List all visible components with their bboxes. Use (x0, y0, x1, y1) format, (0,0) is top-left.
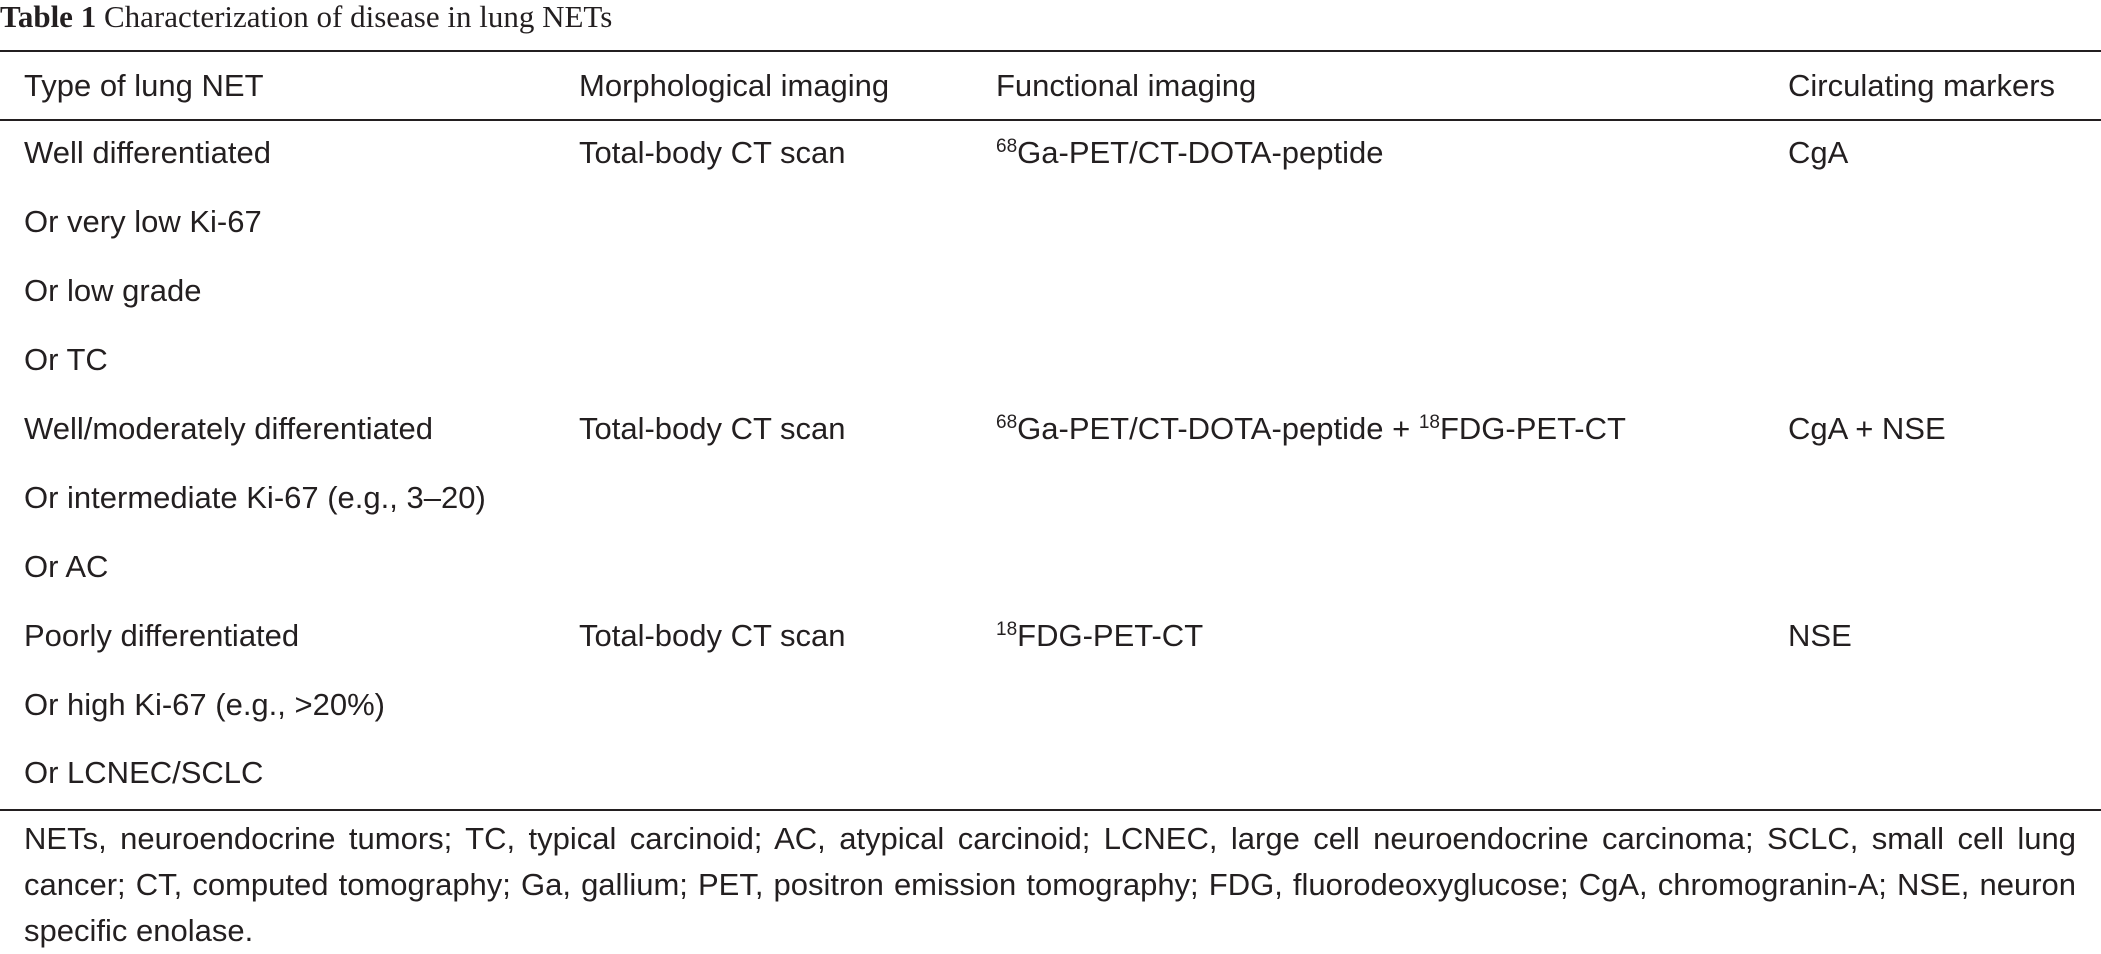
table-row (0, 188, 2101, 257)
table-row (0, 463, 2101, 532)
cell-type: Or very low Ki-67 (24, 204, 262, 240)
cell-markers (1788, 257, 2101, 326)
cell-markers (1788, 670, 2101, 739)
table-caption (0, 0, 612, 40)
column-header-functional: Functional imaging (996, 67, 1257, 103)
cell-morphological (579, 326, 996, 395)
column-header-markers: Circulating markers (1788, 67, 2056, 103)
table-bottom-rule (0, 809, 2101, 811)
cell-functional (996, 463, 1788, 532)
cell-type: Well differentiated (24, 135, 272, 171)
functional-imaging-text: Ga-PET/CT-DOTA-peptide + (1017, 411, 1419, 446)
cell-functional (996, 532, 1788, 601)
table-row (0, 395, 2101, 464)
cell-type: Or LCNEC/SCLC (24, 755, 264, 791)
cell-markers (1788, 739, 2101, 808)
cell-type: Well/moderately differentiated (24, 411, 433, 446)
table-header-row (0, 52, 2101, 119)
cell-type: Or intermediate Ki-67 (e.g., 3–20) (24, 479, 486, 515)
isotope-superscript: 68 (996, 412, 1018, 433)
cell-morphological: Total-body CT scan (579, 411, 846, 446)
isotope-superscript: 18 (996, 618, 1018, 640)
cell-markers (1788, 463, 2101, 532)
cell-functional (996, 670, 1788, 739)
functional-imaging-text: FDG-PET-CT (1439, 411, 1626, 446)
cell-morphological (579, 463, 996, 532)
cell-functional (996, 395, 1788, 464)
cell-functional (996, 188, 1788, 257)
cell-markers: CgA (1788, 135, 1849, 171)
table-row (0, 601, 2101, 670)
cell-functional (996, 119, 1788, 188)
isotope-superscript: 18 (1418, 412, 1440, 433)
cell-type: Poorly differentiated (24, 617, 300, 653)
cell-markers (1788, 326, 2101, 395)
cell-type: Or TC (24, 342, 108, 378)
functional-imaging-text: Ga-PET/CT-DOTA-peptide (1017, 135, 1384, 171)
column-header-type: Type of lung NET (24, 67, 264, 103)
cell-morphological: Total-body CT scan (579, 617, 846, 653)
table-row (0, 532, 2101, 601)
table-row (0, 119, 2101, 188)
cell-markers (1788, 532, 2101, 601)
cell-morphological (579, 257, 996, 326)
cell-type: Or high Ki-67 (e.g., >20%) (24, 686, 385, 722)
data-table (0, 52, 2101, 808)
cell-markers: CgA + NSE (1788, 411, 1946, 446)
cell-type: Or low grade (24, 273, 202, 309)
table-footnote: NETs, neuroendocrine tumors; TC, typical carcinoid; AC, atypical carcinoid; LCNEC, large cell neuroendocrine carcinoma; SCLC, small cell lung cancer; CT, computed tomography; Ga, gallium; PET, positron emission tomography; FDG, fluorodeoxyglucose; CgA, chromogranin-A; NSE, neuron specific enolase. (24, 821, 2076, 948)
table-caption-label: Table 1 (0, 0, 97, 34)
table-caption-title: Characterization of disease in lung NETs (103, 0, 613, 34)
cell-markers: NSE (1788, 617, 1852, 653)
cell-functional (996, 257, 1788, 326)
cell-morphological (579, 188, 996, 257)
table-row (0, 739, 2101, 808)
cell-functional (996, 739, 1788, 808)
cell-morphological (579, 532, 996, 601)
column-header-morphological: Morphological imaging (579, 67, 890, 103)
cell-functional (996, 601, 1788, 670)
table-row (0, 670, 2101, 739)
cell-functional (996, 326, 1788, 395)
table-body (0, 119, 2101, 808)
table-row (0, 257, 2101, 326)
cell-morphological (579, 670, 996, 739)
isotope-superscript: 68 (996, 136, 1018, 158)
cell-type: Or AC (24, 548, 109, 584)
functional-imaging-text: FDG-PET-CT (1017, 617, 1204, 653)
table-row (0, 326, 2101, 395)
cell-morphological (579, 739, 996, 808)
cell-markers (1788, 188, 2101, 257)
cell-morphological: Total-body CT scan (579, 135, 846, 171)
